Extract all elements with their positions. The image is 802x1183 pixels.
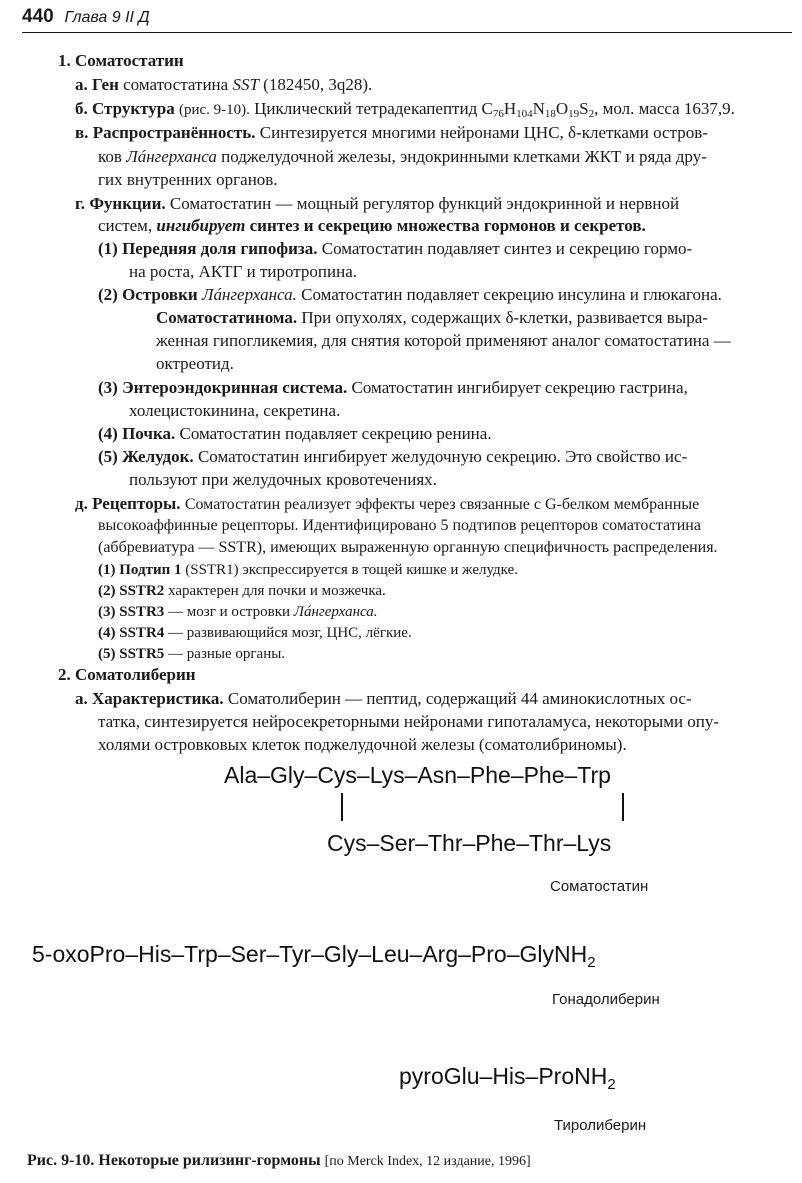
item-2a: а. Характеристика. Соматолиберин — пептид, содержащий 44 аминокислотных ос- [75, 689, 692, 708]
item-text: соматостатина [123, 75, 229, 94]
item-2a-line3: холями островковых клеток поджелудочной железы (соматолибриномы). [98, 735, 627, 754]
somatostatin-sequence-bottom: Cys–Ser–Thr–Phe–Thr–Lys [327, 830, 612, 856]
gonadoliberin-label: Гонадолиберин [552, 991, 660, 1008]
item-label: Структура [92, 99, 175, 118]
page-number: 440 [22, 6, 54, 27]
item-1d-line2: высокоаффинные рецепторы. Идентифицировано 5 подтипов рецепторов соматостатина [98, 517, 701, 534]
gonadoliberin-sequence: 5-oxoPro–His–Trp–Ser–Tyr–Gly–Leu–Arg–Pro–GlyNH$_2$ [32, 941, 596, 971]
function-item-2: (2) Островки Лáнгерханса. Соматостатин подавляет секрецию инсулина и глюкагона. [98, 285, 722, 304]
running-header [22, 6, 792, 33]
item-1g: г. Функции. Соматостатин — мощный регулятор функций эндокринной и нервной [75, 194, 680, 213]
item-1a [75, 74, 372, 96]
function-item-5: (5) Желудок. Соматостатин ингибирует желудочную секрецию. Это свойство ис- [98, 447, 688, 466]
item-1v: в. Распространённость. Синтезируется многими нейронами ЦНС, δ-клетками остров- [75, 123, 708, 142]
chapter-title: Глава 9 II Д [64, 9, 150, 26]
function-item-2-line3: женная гипогликемия, для снятия которой применяют аналог соматостатина — [156, 331, 731, 350]
item-1d: д. Рецепторы. Соматостатин реализует эффекты через связанные с G-белком мембранные [75, 494, 700, 513]
tyroliberin-sequence: pyroGlu–His–ProNH$_2$ [399, 1063, 616, 1093]
gene-locus: (182450, 3q28). [263, 75, 373, 94]
figure-ref: (рис. 9-10). [178, 102, 250, 118]
item-2a-line2: татка, синтезируется нейросекреторными нейронами гипоталамуса, некоторыми опу- [98, 712, 720, 731]
receptor-item-2: (2) SSTR2 характерен для почки и мозжечка. [98, 583, 386, 599]
item-1b [75, 98, 735, 125]
item-1v-line3: гих внутренних органов. [98, 170, 278, 189]
function-item-3: (3) Энтероэндокринная система. Соматостатин ингибирует секрецию гастрина, [98, 378, 688, 397]
item-marker: б. [75, 99, 88, 118]
gene-symbol: SST [232, 75, 259, 94]
function-item-1-line2: на роста, АКТГ и тиротропина. [129, 262, 357, 281]
section-2-title: 2. Соматолиберин [58, 665, 196, 684]
disulfide-bond-right [622, 793, 624, 821]
receptor-item-4: (4) SSTR4 — развивающийся мозг, ЦНС, лёгкие. [98, 625, 412, 641]
function-item-2-line2: Соматостатинома. При опухолях, содержащих δ-клетки, развивается выра- [156, 308, 708, 327]
figure-caption: Рис. 9-10. Некоторые рилизинг-гормоны [по Merck Index, 12 издание, 1996] [27, 1152, 531, 1169]
function-item-2-line4: октреотид. [156, 354, 234, 373]
disulfide-bond-left [341, 793, 343, 821]
item-marker: а. [75, 75, 88, 94]
function-item-3-line2: холецистокинина, секретина. [129, 401, 341, 420]
formula-text: Циклический тетрадекапептид $C_{76}H_{104}N_{18}O_{19}S_2$, мол. масса 1637,9. [254, 99, 735, 120]
receptor-item-3: (3) SSTR3 — мозг и островки Лáнгерханса. [98, 604, 378, 620]
tyroliberin-label: Тиролиберин [554, 1117, 647, 1134]
receptor-item-5: (5) SSTR5 — разные органы. [98, 646, 286, 662]
function-item-5-line2: пользуют при желудочных кровотечениях. [129, 470, 437, 489]
receptor-item-1: (1) Подтип 1 (SSTR1) экспрессируется в тощей кишке и желудке. [98, 562, 519, 578]
item-1g-line2: систем, ингибирует синтез и секрецию множества гормонов и секретов. [98, 216, 646, 235]
item-1d-line3: (аббревиатура — SSTR), имеющих выраженную органную специфичность распределения. [98, 539, 718, 556]
function-item-4: (4) Почка. Соматостатин подавляет секрецию ренина. [98, 424, 492, 443]
item-label: Ген [92, 75, 119, 94]
section-1-title: 1. Соматостатин [58, 51, 184, 70]
somatostatin-label: Соматостатин [550, 878, 649, 895]
function-item-1: (1) Передняя доля гипофиза. Соматостатин подавляет синтез и секрецию гормо- [98, 239, 693, 258]
item-1v-line2: ков Лáнгерханса поджелудочной железы, эндокринными клетками ЖКТ и ряда дру- [98, 147, 707, 166]
somatostatin-sequence-top: Ala–Gly–Cys–Lys–Asn–Phe–Phe–Trp [224, 762, 611, 788]
